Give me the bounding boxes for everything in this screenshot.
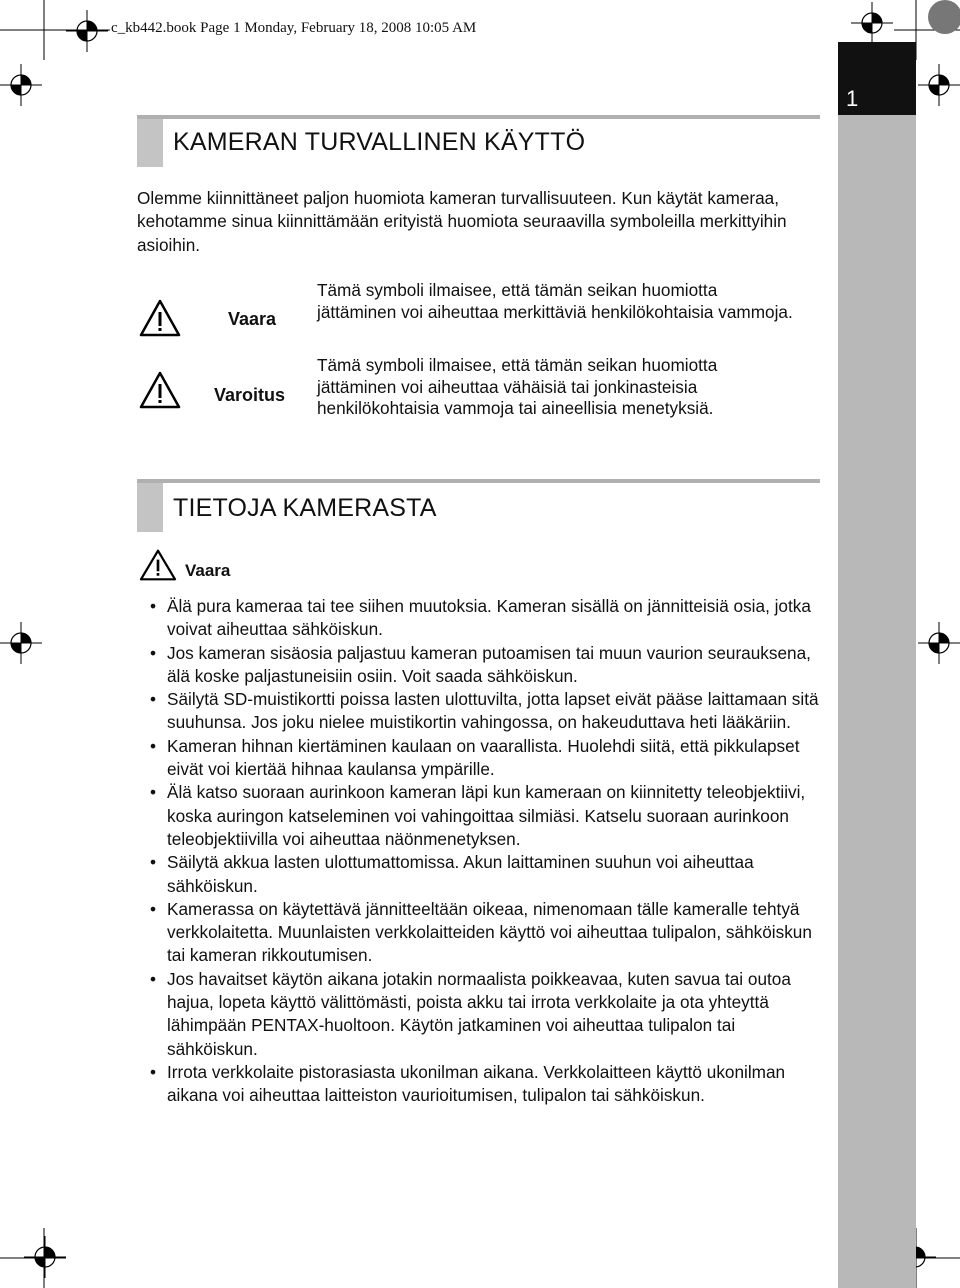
registration-mark-icon bbox=[918, 622, 960, 664]
danger-label: Vaara bbox=[185, 561, 231, 580]
list-item: • Irrota verkkolaite pistorasiasta ukonilman aikana. Verkkolaitteen käyttö ukonilman aikana voi aiheuttaa laitteiston vaurioitumisen, tulipalon tai sähköiskun. bbox=[150, 1061, 786, 1106]
danger-label: Vaara bbox=[228, 309, 277, 329]
list-item: • Kameran hihnan kiertäminen kaulaan on vaarallista. Huolehdi siitä, että pikkulapset eivät voi kiertää hihnaa kaulansa ympärille. bbox=[150, 735, 800, 780]
list-item: • Jos havaitset käytön aikana jotakin normaalista poikkeavaa, kuten savua tai outoa hajua, lopeta käyttö välittömästi, poista akku tai irrota verkkolaite ja ota yhteyttä lähimpään PENTAX-huoltoon. Käytön jatkaminen voi aiheuttaa tulipalon tai sähköiskun. bbox=[150, 968, 791, 1059]
list-item: • Kamerassa on käytettävä jännitteeltään oikeaa, nimenomaan tälle kameralle tehtyä verkkolaitetta. Muunlaisten verkkolaitteiden käyttö voi aiheuttaa tulipalon, sähköiskun tai kameran rikkoutumisen. bbox=[150, 898, 812, 966]
registration-mark-icon bbox=[66, 10, 108, 52]
registration-mark-icon bbox=[24, 1236, 66, 1278]
color-target-icon bbox=[928, 0, 960, 34]
registration-mark-icon bbox=[0, 64, 42, 106]
section-title: TIETOJA KAMERASTA bbox=[173, 494, 437, 522]
registration-mark-icon bbox=[0, 622, 42, 664]
file-info-header: c_kb442.book Page 1 Monday, February 18, 2008 10:05 AM bbox=[111, 20, 477, 36]
section-title: KAMERAN TURVALLINEN KÄYTTÖ bbox=[173, 128, 586, 156]
safety-list bbox=[147, 595, 827, 1108]
list-item: • Jos kameran sisäosia paljastuu kameran putoamisen tai muun vaurion seurauksena, älä koske paljastuneisiin osiin. Voit saada sähköiskun. bbox=[150, 642, 811, 686]
heading-rule bbox=[137, 115, 820, 119]
warning-triangle-icon bbox=[138, 298, 182, 338]
heading-accent-bar bbox=[137, 482, 163, 532]
chapter-tab-strip bbox=[838, 115, 916, 1288]
list-item: • Älä pura kameraa tai tee siihen muutoksia. Kameran sisällä on jännitteisiä osia, jotka voivat aiheuttaa sähköiskun. bbox=[150, 596, 811, 640]
intro-paragraph: Olemme kiinnittäneet paljon huomiota kameran turvallisuuteen. Kun käytät kameraa, kehotamme sinua kiinnittämään erityistä huomiota seuraavilla symboleilla merkittyihin asioihin. bbox=[137, 188, 787, 255]
list-item: • Älä katso suoraan aurinkoon kameran läpi kun kameraan on kiinnitetty teleobjektiivi, koska auringon katseleminen voi vahingoittaa silmiäsi. Katselu suoraan aurinkoon teleobjektiivilla voi aiheuttaa näönmenetyksen. bbox=[150, 782, 806, 849]
warning-triangle-icon bbox=[138, 370, 182, 410]
registration-mark-icon bbox=[918, 64, 960, 106]
heading-accent-bar bbox=[137, 117, 163, 167]
list-item: • Säilytä akkua lasten ulottumattomissa. Akun laittaminen suuhun voi aiheuttaa sähköiskun. bbox=[150, 852, 754, 896]
danger-description: Tämä symboli ilmaisee, että tämän seikan huomiotta jättäminen voi aiheuttaa merkittäviä henkilökohtaisia vammoja. bbox=[317, 280, 793, 322]
chapter-number: 1 bbox=[846, 86, 859, 111]
caution-label: Varoitus bbox=[214, 385, 286, 405]
heading-rule bbox=[137, 479, 820, 483]
caution-description: Tämä symboli ilmaisee, että tämän seikan huomiotta jättäminen voi aiheuttaa vähäisiä tai jonkinasteisia henkilökohtaisia vammoja tai aineellisia menetyksiä. bbox=[317, 355, 718, 418]
list-item: • Säilytä SD-muistikortti poissa lasten ulottuvilta, jotta lapset eivät pääse laittamaan sitä suuhunsa. Jos joku nielee muistikortin vahingossa, on hakeuduttava heti lääkäriin. bbox=[150, 689, 819, 733]
warning-triangle-icon bbox=[138, 548, 178, 582]
registration-mark-icon bbox=[851, 2, 893, 44]
